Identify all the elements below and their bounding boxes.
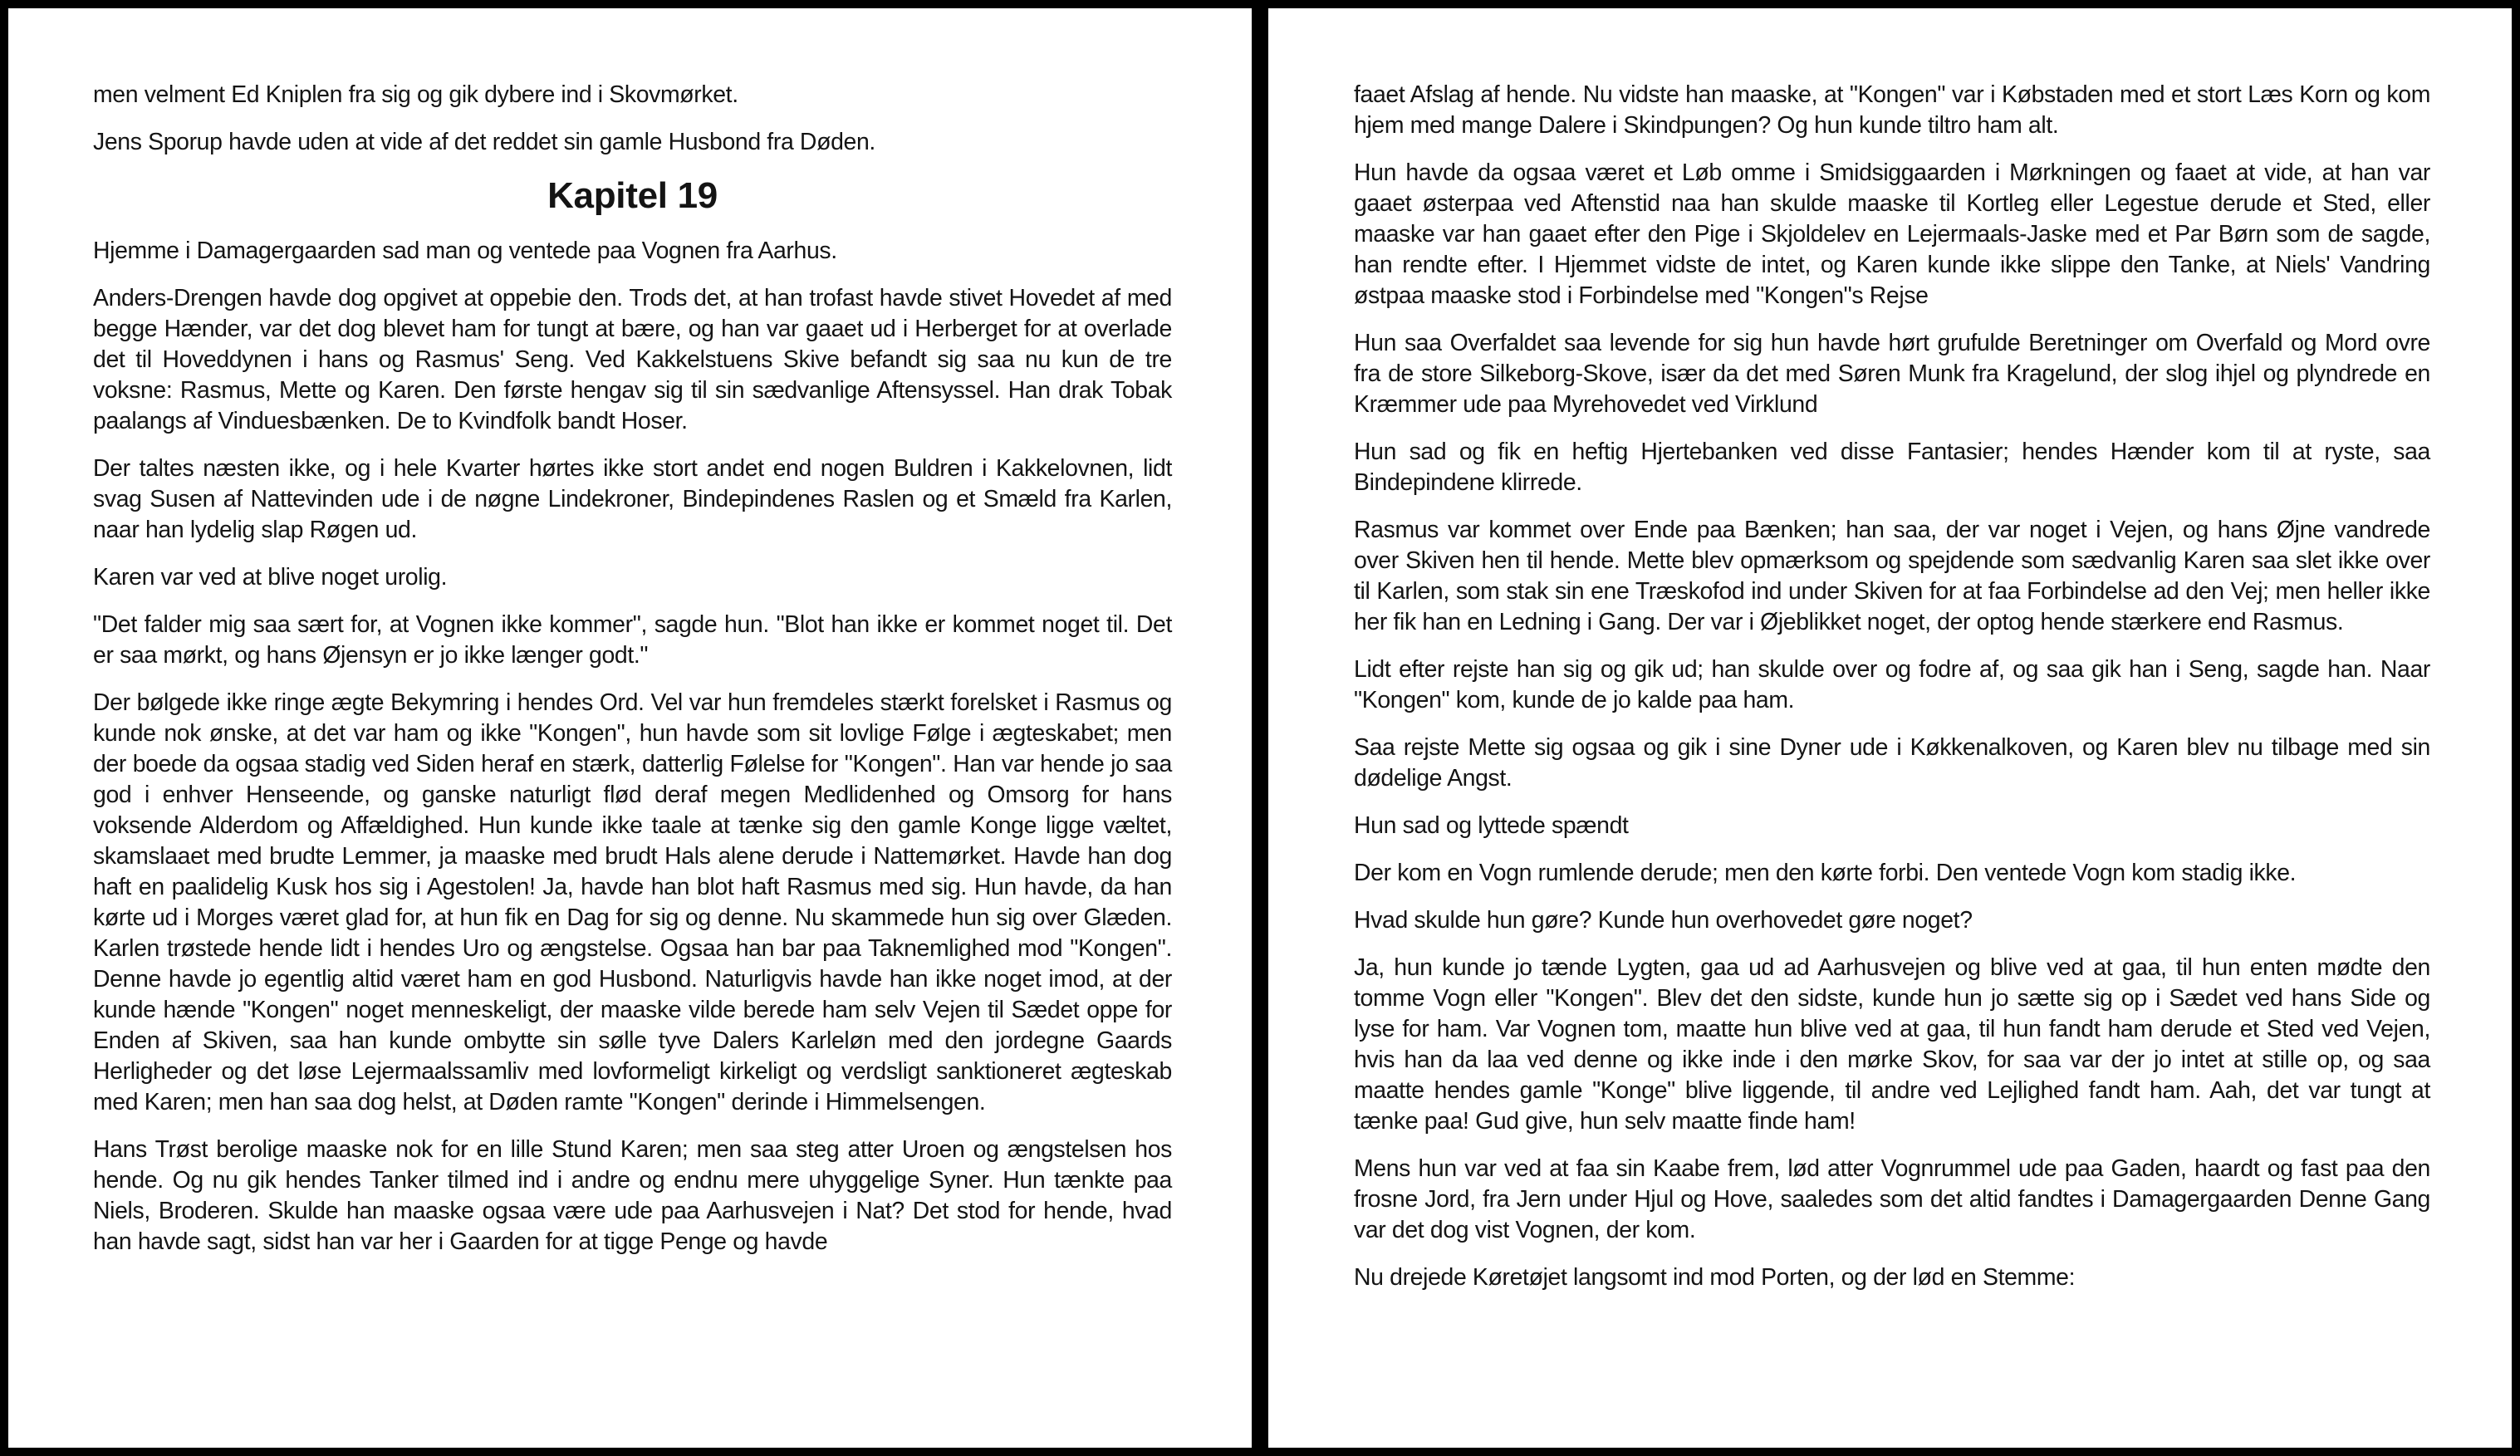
paragraph: Mens hun var ved at faa sin Kaabe frem, lød atter Vognrummel ude paa Gaden, haardt og fast paa den frosne Jord, fra Jern under Hjul og Hove, saaledes som det altid fandtes i Damagergaarden Denne Gang var det dog vist Vognen, der kom. <box>1354 1155 2430 1243</box>
paragraph: Hun sad og fik en heftig Hjertebanken ved disse Fantasier; hendes Hænder kom til at ryste, saa Bindepindene klirrede. <box>1354 439 2430 496</box>
paragraph: faaet Afslag af hende. Nu vidste han maaske, at "Kongen" var i Købstaden med et stort Læs Korn og kom hjem med mange Dalere i Skindpungen? Og hun kunde tiltro ham alt. <box>1354 81 2430 139</box>
paragraph: Nu drejede Køretøjet langsomt ind mod Porten, og der lød en Stemme: <box>1354 1264 2076 1291</box>
paragraph: Der kom en Vogn rumlende derude; men den kørte forbi. Den ventede Vogn kom stadig ikke. <box>1354 860 2297 886</box>
right-page <box>1268 8 2512 1448</box>
paragraph: Hjemme i Damagergaarden sad man og ventede paa Vognen fra Aarhus. <box>93 238 837 264</box>
paragraph: Hun saa Overfaldet saa levende for sig hun havde hørt grufulde Beretninger om Overfald og Mord ovre fra de store Silkeborg-Skove, især da det med Søren Munk fra Kragelund, der slog ihjel og plyndrede en Kræmmer ude paa Myrehovedet ved Virklund <box>1354 330 2430 418</box>
paragraph: Rasmus var kommet over Ende paa Bænken; han saa, der var noget i Vejen, og hans Øjne vandrede over Skiven hen til hende. Mette blev opmærksom og spejdende som sædvanlig Karen saa slet ikke over til Karlen, som stak sin ene Træskofod ind under Skiven for at faa Forbindelse ad den Vej; men heller ikke her fik han en Ledning i Gang. Der var i Øjeblikket noget, der optog hende stærkere end Rasmus. <box>1354 517 2430 635</box>
paragraph: Der bølgede ikke ringe ægte Bekymring i hendes Ord. Vel var hun fremdeles stærkt forelsket i Rasmus og kunde nok ønske, at det var ham og ikke "Kongen", hun havde som sit lovlige Følge i ægteskabet; men der boede da ogsaa stadig ved Siden heraf en stærk, datterlig Følelse for "Kongen". Han var hende jo saa god i enhver Henseende, og ganske naturligt flød deraf megen Medlidenhed og Omsorg for hans voksende Alderdom og Affældighed. Hun kunde ikke taale at tænke sig den gamle Konge ligge væltet, skamslaaet med brudte Lemmer, ja maaske med brudt Hals alene derude i Nattemørket. Havde han dog haft en paalidelig Kusk hos sig i Agestolen! Ja, havde han blot haft Rasmus med sig. Hun havde, da han kørte ud i Morges været glad for, at hun fik en Dag for sig og denne. Nu skammede hun sig over Glæden. Karlen trøstede hende lidt i hendes Uro og ængstelse. Ogsaa han bar paa Taknemlighed mod "Kongen". Denne havde jo egentlig altid været ham en god Husbond. Naturligvis havde han ikke noget imod, at der kunde hænde "Kongen" noget menneskeligt, der maaske vilde berede ham selv Vejen til Sædet oppe for Enden af Skiven, saa han kunde ombytte sin sølle tyve Dalers Karleløn med den jordegne Gaards Herligheder og det løse Lejermaalssamliv med lovformeligt kirkeligt og verdsligt sanktioneret ægteskab med Karen; men han saa dog helst, at Døden ramte "Kongen" derinde i Himmelsengen. <box>93 689 1172 1115</box>
paragraph: Karen var ved at blive noget urolig. <box>93 564 448 591</box>
paragraph: Hans Trøst berolige maaske nok for en lille Stund Karen; men saa steg atter Uroen og ængstelsen hos hende. Og nu gik hendes Tanker tilmed ind i andre og endnu mere uhyggelige Syner. Hun tænkte paa Niels, Broderen. Skulde han maaske ogsaa være ude paa Aarhusvejen i Nat? Det stod for hende, hvad han havde sagt, sidst han var her i Gaarden for at tigge Penge og havde <box>93 1136 1172 1255</box>
paragraph: Saa rejste Mette sig ogsaa og gik i sine Dyner ude i Køkkenalkoven, og Karen blev nu tilbage med sin dødelige Angst. <box>1354 734 2430 792</box>
chapter-heading: Kapitel 19 <box>547 175 718 216</box>
paragraph: Hun sad og lyttede spændt <box>1354 812 1629 839</box>
paragraph: men velment Ed Kniplen fra sig og gik dybere ind i Skovmørket. <box>93 81 738 108</box>
left-page <box>8 8 1252 1448</box>
paragraph: "Det falder mig saa sært for, at Vognen ikke kommer", sagde hun. "Blot han ikke er kommet noget til. Det er saa mørkt, og hans Øjensyn er jo ikke længer godt." <box>93 611 1172 669</box>
paragraph: Der taltes næsten ikke, og i hele Kvarter hørtes ikke stort andet end nogen Buldren i Kakkelovnen, lidt svag Susen af Nattevinden ude i de nøgne Lindekroner, Bindepindenes Raslen og et Smæld fra Karlen, naar han lydelig slap Røgen ud. <box>93 455 1172 543</box>
paragraph: Lidt efter rejste han sig og gik ud; han skulde over og fodre af, og saa gik han i Seng, sagde han. Naar "Kongen" kom, kunde de jo kalde paa ham. <box>1354 656 2430 713</box>
paragraph: Hvad skulde hun gøre? Kunde hun overhovedet gøre noget? <box>1354 907 1973 934</box>
paragraph: Ja, hun kunde jo tænde Lygten, gaa ud ad Aarhusvejen og blive ved at gaa, til hun enten mødte den tomme Vogn eller "Kongen". Blev det den sidste, kunde hun jo sætte sig op i Sædet ved hans Side og lyse for ham. Var Vognen tom, maatte hun blive ved at gaa, til hun fandt ham derude et Sted ved Vejen, hvis han da laa ved denne og ikke inde i den mørke Skov, for saa var der jo intet at stille op, og saa maatte hendes gamle "Konge" blive liggende, til andre ved Lejlighed fandt ham. Aah, det var tungt at tænke paa! Gud give, hun selv maatte finde ham! <box>1354 954 2430 1135</box>
paragraph: Jens Sporup havde uden at vide af det reddet sin gamle Husbond fra Døden. <box>93 129 875 155</box>
paragraph: Hun havde da ogsaa været et Løb omme i Smidsiggaarden i Mørkningen og faaet at vide, at han var gaaet østerpaa ved Aftenstid naa han skulde maaske til Kortleg eller Legestue derude et Sted, eller maaske var han gaaet efter den Pige i Skjoldelev en Lejermaals-Jaske med et Par Børn som de sagde, han rendte efter. I Hjemmet vidste de intet, og Karen kunde ikke slippe den Tanke, at Niels' Vandring østpaa maaske stod i Forbindelse med "Kongen"s Rejse <box>1354 159 2430 309</box>
paragraph: Anders-Drengen havde dog opgivet at oppebie den. Trods det, at han trofast havde stivet Hovedet af med begge Hænder, var det dog blevet ham for tungt at bære, og han var gaaet ud i Herberget for at overlade det til Hoveddynen i hans og Rasmus' Seng. Ved Kakkelstuens Skive befandt sig saa nu kun de tre voksne: Rasmus, Mette og Karen. Den første hengav sig til sin sædvanlige Aftensyssel. Han drak Tobak paalangs af Vinduesbænken. De to Kvindfolk bandt Hoser. <box>93 285 1172 434</box>
